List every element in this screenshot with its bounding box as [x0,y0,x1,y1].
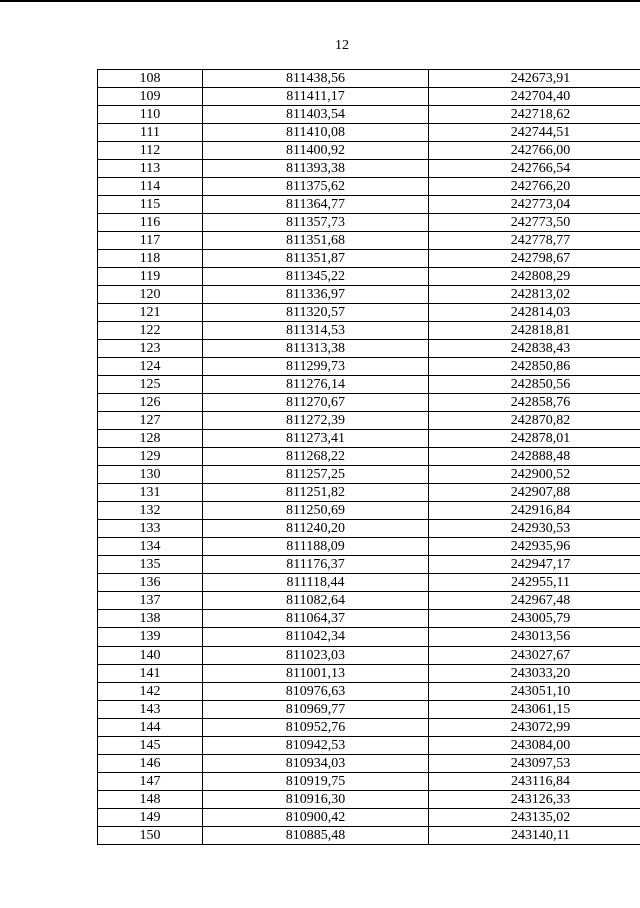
y-coordinate-cell: 242850,86 [429,358,640,376]
y-coordinate-cell: 242907,88 [429,484,640,502]
table-row [98,718,640,736]
point-number-cell: 141 [98,664,203,682]
table-row [98,124,640,142]
y-coordinate-cell: 243005,79 [429,610,640,628]
y-coordinate-cell: 242930,53 [429,520,640,538]
x-coordinate-cell: 810900,42 [203,808,429,826]
y-coordinate-cell: 242818,81 [429,322,640,340]
point-number-cell: 134 [98,538,203,556]
point-number-cell: 125 [98,376,203,394]
x-coordinate-cell: 811438,56 [203,70,429,88]
point-number-cell: 148 [98,790,203,808]
y-coordinate-cell: 242813,02 [429,286,640,304]
x-coordinate-cell: 811299,73 [203,358,429,376]
point-number-cell: 112 [98,142,203,160]
table-row [98,808,640,826]
point-number-cell: 113 [98,160,203,178]
table-row [98,358,640,376]
table-row [98,448,640,466]
y-coordinate-cell: 242766,54 [429,160,640,178]
y-coordinate-cell: 243061,15 [429,700,640,718]
y-coordinate-cell: 243027,67 [429,646,640,664]
table-row [98,412,640,430]
point-number-cell: 124 [98,358,203,376]
point-number-cell: 128 [98,430,203,448]
x-coordinate-cell: 811270,67 [203,394,429,412]
point-number-cell: 126 [98,394,203,412]
table-row [98,520,640,538]
point-number-cell: 111 [98,124,203,142]
y-coordinate-cell: 243084,00 [429,736,640,754]
y-coordinate-cell: 243013,56 [429,628,640,646]
table-row [98,754,640,772]
table-row [98,610,640,628]
point-number-cell: 132 [98,502,203,520]
point-number-cell: 108 [98,70,203,88]
y-coordinate-cell: 242858,76 [429,394,640,412]
table-row [98,268,640,286]
point-number-cell: 135 [98,556,203,574]
table-row [98,88,640,106]
x-coordinate-cell: 811393,38 [203,160,429,178]
table-row [98,574,640,592]
y-coordinate-cell: 242673,91 [429,70,640,88]
point-number-cell: 117 [98,232,203,250]
x-coordinate-cell: 810952,76 [203,718,429,736]
y-coordinate-cell: 242773,50 [429,214,640,232]
point-number-cell: 129 [98,448,203,466]
point-number-cell: 118 [98,250,203,268]
point-number-cell: 150 [98,826,203,844]
table-row [98,502,640,520]
y-coordinate-cell: 242778,77 [429,232,640,250]
x-coordinate-cell: 811351,68 [203,232,429,250]
y-coordinate-cell: 242718,62 [429,106,640,124]
point-number-cell: 137 [98,592,203,610]
y-coordinate-cell: 242798,67 [429,250,640,268]
table-row [98,304,640,322]
x-coordinate-cell: 811410,08 [203,124,429,142]
point-number-cell: 114 [98,178,203,196]
table-row [98,484,640,502]
point-number-cell: 119 [98,268,203,286]
x-coordinate-cell: 811251,82 [203,484,429,502]
x-coordinate-cell: 811320,57 [203,304,429,322]
point-number-cell: 130 [98,466,203,484]
point-number-cell: 139 [98,628,203,646]
x-coordinate-cell: 810885,48 [203,826,429,844]
point-number-cell: 109 [98,88,203,106]
table-row [98,700,640,718]
y-coordinate-cell: 242766,00 [429,142,640,160]
table-row [98,772,640,790]
x-coordinate-cell: 811364,77 [203,196,429,214]
table-row [98,232,640,250]
x-coordinate-cell: 811375,62 [203,178,429,196]
point-number-cell: 143 [98,700,203,718]
y-coordinate-cell: 242704,40 [429,88,640,106]
point-number-cell: 123 [98,340,203,358]
x-coordinate-cell: 811188,09 [203,538,429,556]
x-coordinate-cell: 811023,03 [203,646,429,664]
y-coordinate-cell: 242744,51 [429,124,640,142]
table-row [98,430,640,448]
table-row [98,592,640,610]
page-top-edge [0,0,640,2]
x-coordinate-cell: 811336,97 [203,286,429,304]
x-coordinate-cell: 811001,13 [203,664,429,682]
table-row [98,286,640,304]
x-coordinate-cell: 811276,14 [203,376,429,394]
x-coordinate-cell: 810919,75 [203,772,429,790]
table-row [98,538,640,556]
point-number-cell: 122 [98,322,203,340]
point-number-cell: 120 [98,286,203,304]
point-number-cell: 140 [98,646,203,664]
y-coordinate-cell: 242814,03 [429,304,640,322]
y-coordinate-cell: 242766,20 [429,178,640,196]
table-row [98,628,640,646]
point-number-cell: 115 [98,196,203,214]
y-coordinate-cell: 242916,84 [429,502,640,520]
x-coordinate-cell: 811176,37 [203,556,429,574]
x-coordinate-cell: 811403,54 [203,106,429,124]
y-coordinate-cell: 243033,20 [429,664,640,682]
point-number-cell: 131 [98,484,203,502]
x-coordinate-cell: 811272,39 [203,412,429,430]
point-number-cell: 147 [98,772,203,790]
x-coordinate-cell: 810916,30 [203,790,429,808]
x-coordinate-cell: 811268,22 [203,448,429,466]
x-coordinate-cell: 811257,25 [203,466,429,484]
point-number-cell: 110 [98,106,203,124]
point-number-cell: 144 [98,718,203,736]
y-coordinate-cell: 243126,33 [429,790,640,808]
y-coordinate-cell: 242808,29 [429,268,640,286]
y-coordinate-cell: 243135,02 [429,808,640,826]
table-row [98,178,640,196]
table-row [98,646,640,664]
x-coordinate-cell: 811411,17 [203,88,429,106]
x-coordinate-cell: 811345,22 [203,268,429,286]
table-row [98,322,640,340]
x-coordinate-cell: 811314,53 [203,322,429,340]
table-row [98,142,640,160]
table-row [98,214,640,232]
y-coordinate-cell: 242967,48 [429,592,640,610]
point-number-cell: 127 [98,412,203,430]
table-row [98,250,640,268]
y-coordinate-cell: 242878,01 [429,430,640,448]
point-number-cell: 145 [98,736,203,754]
y-coordinate-cell: 242888,48 [429,448,640,466]
table-row [98,826,640,844]
x-coordinate-cell: 811273,41 [203,430,429,448]
y-coordinate-cell: 243116,84 [429,772,640,790]
coordinates-table [97,69,640,845]
table-row [98,340,640,358]
point-number-cell: 121 [98,304,203,322]
x-coordinate-cell: 811082,64 [203,592,429,610]
table-row [98,466,640,484]
x-coordinate-cell: 811042,34 [203,628,429,646]
x-coordinate-cell: 811357,73 [203,214,429,232]
y-coordinate-cell: 243051,10 [429,682,640,700]
y-coordinate-cell: 243140,11 [429,826,640,844]
point-number-cell: 142 [98,682,203,700]
x-coordinate-cell: 811250,69 [203,502,429,520]
y-coordinate-cell: 242947,17 [429,556,640,574]
point-number-cell: 133 [98,520,203,538]
table-row [98,376,640,394]
y-coordinate-cell: 242838,43 [429,340,640,358]
coordinates-table-body [98,70,640,845]
x-coordinate-cell: 810934,03 [203,754,429,772]
y-coordinate-cell: 242870,82 [429,412,640,430]
point-number-cell: 116 [98,214,203,232]
table-row [98,682,640,700]
y-coordinate-cell: 243072,99 [429,718,640,736]
point-number-cell: 136 [98,574,203,592]
y-coordinate-cell: 242900,52 [429,466,640,484]
table-row [98,160,640,178]
y-coordinate-cell: 242850,56 [429,376,640,394]
x-coordinate-cell: 811313,38 [203,340,429,358]
x-coordinate-cell: 810969,77 [203,700,429,718]
table-row [98,196,640,214]
x-coordinate-cell: 811064,37 [203,610,429,628]
x-coordinate-cell: 810976,63 [203,682,429,700]
table-row [98,394,640,412]
table-row [98,736,640,754]
point-number-cell: 146 [98,754,203,772]
x-coordinate-cell: 811400,92 [203,142,429,160]
x-coordinate-cell: 810942,53 [203,736,429,754]
point-number-cell: 149 [98,808,203,826]
y-coordinate-cell: 242955,11 [429,574,640,592]
page-number: 12 [335,38,349,53]
x-coordinate-cell: 811118,44 [203,574,429,592]
x-coordinate-cell: 811240,20 [203,520,429,538]
x-coordinate-cell: 811351,87 [203,250,429,268]
table-row [98,790,640,808]
y-coordinate-cell: 243097,53 [429,754,640,772]
table-row [98,106,640,124]
y-coordinate-cell: 242935,96 [429,538,640,556]
y-coordinate-cell: 242773,04 [429,196,640,214]
table-row [98,70,640,88]
point-number-cell: 138 [98,610,203,628]
table-row [98,664,640,682]
table-row [98,556,640,574]
